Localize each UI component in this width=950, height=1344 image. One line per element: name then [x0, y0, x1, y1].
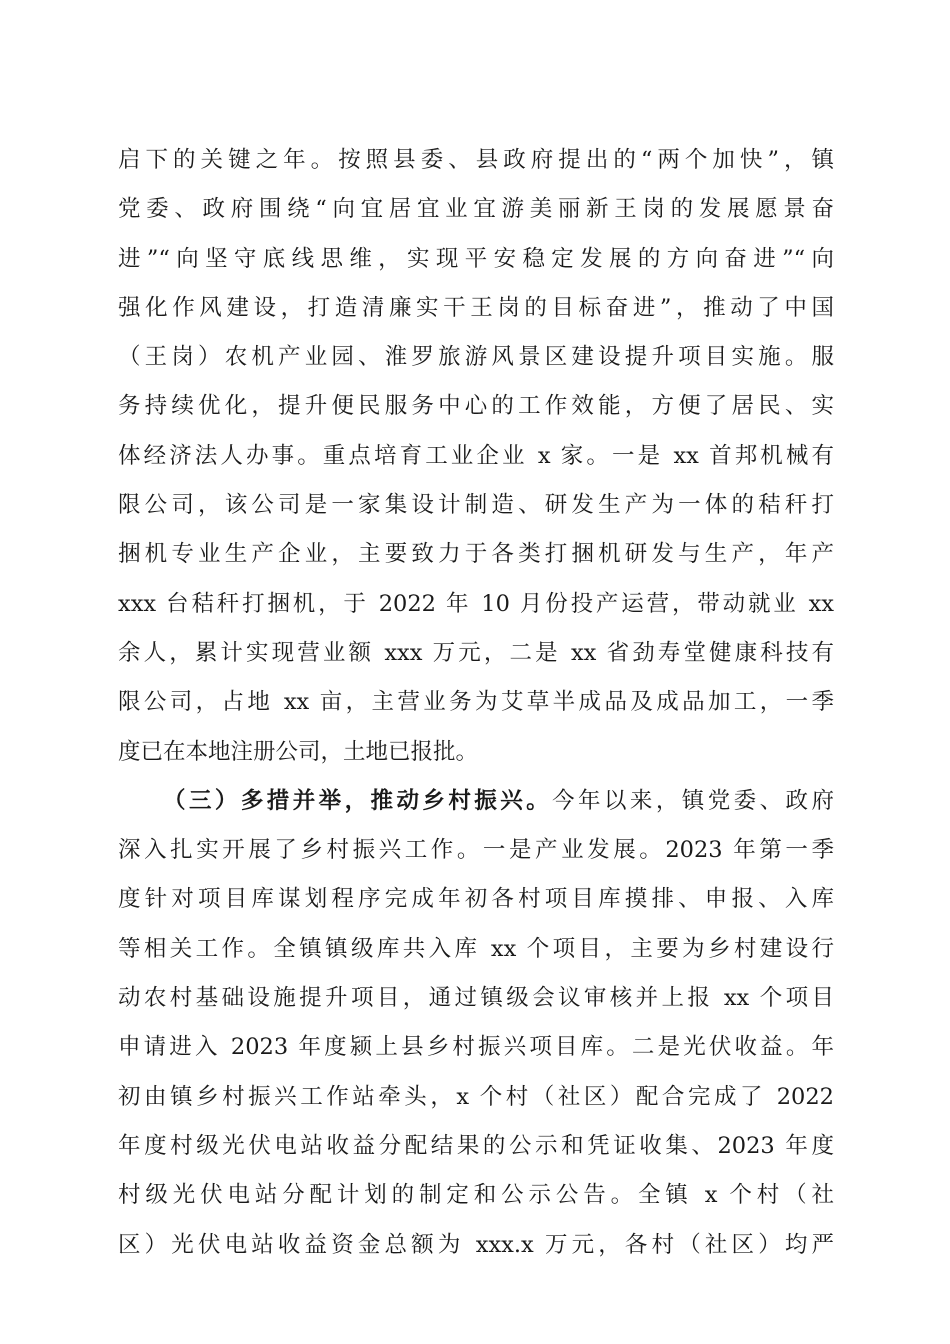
paragraph-line: 务持续优化，提升便民服务中心的工作效能，方便了居民、实	[118, 393, 834, 420]
paragraph-line: 余人，累计实现营业额 xxx 万元，二是 xx 省劲寿堂健康科技有	[118, 639, 834, 666]
paragraph-line: 度针对项目库谋划程序完成年初各村项目库摸排、申报、入库	[118, 886, 834, 913]
paragraph-line: 进”“向坚守底线思维，实现平安稳定发展的方向奋进”“向	[118, 245, 834, 272]
paragraph-line: xxx 台秸秆打捆机，于 2022 年 10 月份投产运营，带动就业 xx	[118, 590, 834, 617]
paragraph-line: 初由镇乡村振兴工作站牵头，x 个村（社区）配合完成了 2022	[118, 1083, 834, 1110]
paragraph-line: 限公司，该公司是一家集设计制造、研发生产为一体的秸秆打	[118, 492, 834, 519]
paragraph-line: 限公司，占地 xx 亩，主营业务为艾草半成品及成品加工，一季	[118, 689, 834, 716]
section-heading-tail: 今年以来，镇党委、政府	[552, 787, 834, 814]
paragraph-line: 等相关工作。全镇镇级库共入库 xx 个项目，主要为乡村建设行	[118, 935, 834, 962]
paragraph-line: 村级光伏电站分配计划的制定和公示公告。全镇 x 个村（社	[118, 1182, 834, 1209]
paragraph-line: 深入扎实开展了乡村振兴工作。一是产业发展。2023 年第一季	[118, 837, 834, 864]
paragraph-line: 度已在本地注册公司，土地已报批。	[118, 738, 479, 765]
paragraph-line: 申请进入 2023 年度颍上县乡村振兴项目库。二是光伏收益。年	[118, 1034, 834, 1061]
section-heading-line	[118, 777, 834, 826]
paragraph-line: 党委、政府围绕“向宜居宜业宜游美丽新王岗的发展愿景奋	[118, 196, 834, 223]
paragraph-line: 动农村基础设施提升项目，通过镇级会议审核并上报 xx 个项目	[118, 985, 834, 1012]
paragraph-line: 体经济法人办事。重点培育工业企业 x 家。一是 xx 首邦机械有	[118, 442, 834, 469]
paragraph-line: 强化作风建设，打造清廉实干王岗的目标奋进”，推动了中国	[118, 294, 834, 321]
section-heading: （三）多措并举，推动乡村振兴。	[163, 787, 553, 814]
paragraph-line: 启下的关键之年。按照县委、县政府提出的“两个加快”，镇	[118, 147, 834, 173]
paragraph-line: 捆机专业生产企业，主要致力于各类打捆机研发与生产，年产	[118, 541, 834, 568]
document-body	[118, 136, 834, 1270]
paragraph-line: 区）光伏电站收益资金总额为 xxx.x 万元，各村（社区）均严	[118, 1231, 834, 1258]
paragraph-line: 年度村级光伏电站收益分配结果的公示和凭证收集、2023 年度	[118, 1132, 834, 1159]
paragraph-line: （王岗）农机产业园、淮罗旅游风景区建设提升项目实施。服	[118, 344, 834, 371]
